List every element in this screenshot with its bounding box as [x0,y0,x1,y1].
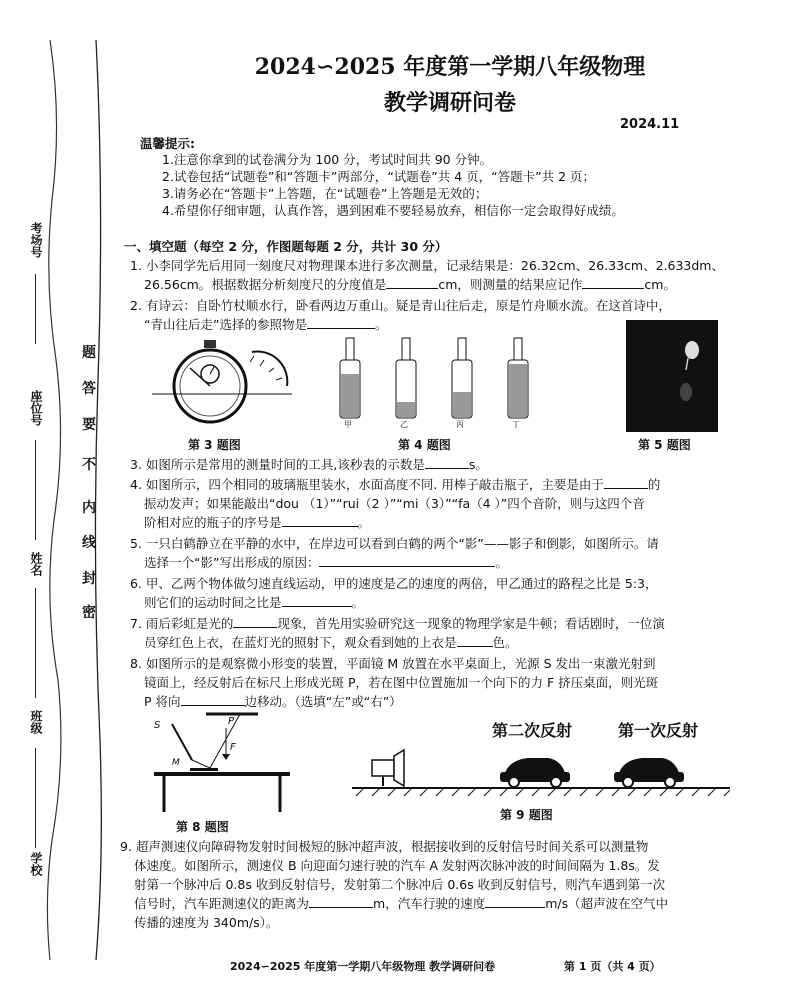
section-heading: 一、填空题（每空 2 分，作图题每题 2 分，共计 30 分） [124,239,448,254]
answer-blank[interactable] [309,895,373,908]
tips-item: 1.注意你拿到的试卷满分为 100 分，考试时间共 90 分钟。 [162,152,493,167]
question-4-line: 阶相对应的瓶子的序号是 。 [144,515,371,530]
first-reflection-label: 第一次反射 [618,721,699,740]
tips-item: 3.请务必在“答题卡”上答题，在“试题卷”上答题是无效的； [162,186,488,201]
bottles-figure [336,334,556,430]
bottle-label: 丁 [512,420,520,429]
answer-blank[interactable] [181,693,245,706]
answer-blank[interactable] [233,615,277,628]
seal-char: 线 [82,535,96,551]
seal-char: 封 [82,571,96,587]
answer-blank[interactable] [307,316,375,329]
field-exam-room: 考场号 [29,222,43,258]
seal-char: 答 [82,381,96,397]
answer-blank[interactable] [457,634,493,647]
question-2-line: 2. 有诗云：自卧竹杖顺水行，卧看两边万重山。疑是青山往后走，原是竹舟顺水流。在这首诗中， [130,298,671,313]
page-title: 2024∽2025 年度第一学期八年级物理 [254,54,646,80]
figure-4-caption: 第 4 题图 [398,438,451,452]
question-4-line: 4. 如图所示，四个相同的玻璃瓶里装水，水面高度不同. 用棒子敲击瓶子，主要是由于 的 [130,477,661,492]
question-7-line: 7. 雨后彩虹是光的 现象，首先用实验研究这一现象的物理学家是牛顿；看话剧时，一位演 [130,616,665,631]
figure-5-caption: 第 5 题图 [638,438,691,452]
question-9-line: 射第一个脉冲后 0.8s 收到反射信号，发射第二个脉冲后 0.6s 收到反射信号，则汽车遇到第一次 [134,877,666,892]
bottle-label: 丙 [456,420,464,429]
answer-blank[interactable] [282,594,352,607]
figure-3-caption: 第 3 题图 [188,438,241,452]
question-5-line: 5. 一只白鹤静立在平静的水中，在岸边可以看到白鹤的两个“影”——影子和倒影，如图所示。请 [130,536,659,551]
question-9-line: 9. 超声测速仪向障碍物发射时间极短的脉冲超声波，根据接收到的反射信号时间关系可以测量物 [120,839,649,854]
question-2-line: “青山往后走”选择的参照物是 。 [144,317,388,332]
seal-char: 要 [82,417,96,433]
fig8-label-m: M [172,758,180,768]
binding-margin [0,0,120,982]
tips-heading: 温馨提示: [140,136,195,151]
answer-blank[interactable] [319,554,495,567]
seal-char: 不 [82,457,96,473]
question-8-line: 8. 如图所示的是观察微小形变的装置，平面镜 M 放置在水平桌面上，光源 S 发出一束激光射到 [130,656,656,671]
field-class: 班级 [29,710,43,734]
fig8-label-s: S [154,720,161,731]
answer-blank[interactable] [582,276,644,289]
answer-blank[interactable] [604,476,648,489]
answer-blank[interactable] [485,895,545,908]
seal-char: 密 [82,605,96,621]
bottle-label: 乙 [400,420,408,429]
field-school: 学校 [29,852,43,876]
fig8-label-f: F [230,742,236,753]
page-subtitle: 教学调研问卷 [383,90,516,116]
second-reflection-label: 第二次反射 [492,721,573,740]
question-7-line: 员穿红色上衣，在蓝灯光的照射下，观众看到她的上衣是 色。 [144,635,518,650]
question-1-line: 1. 小李同学先后用同一刻度尺对物理课本进行多次测量，记录结果是：26.32cm、26.33cm、2.633dm、 [130,258,724,273]
footer-title: 2024∽2025 年度第一学期八年级物理 教学调研问卷 [230,960,496,973]
answer-blank[interactable] [282,514,358,527]
tips-item: 2.试卷包括“试题卷”和“答题卡”两部分，“试题卷”共 4 页，“答题卡”共 2 页； [162,169,596,184]
crane-photo [626,320,718,432]
field-seat: 座位号 [29,390,43,426]
answer-blank[interactable] [386,276,438,289]
field-name: 姓名 [29,552,43,576]
question-6-line: 6. 甲、乙两个物体做匀速直线运动，甲的速度是乙的速度的两倍，甲乙通过的路程之比是 5:3， [130,576,658,591]
bottle-label: 甲 [344,420,352,429]
question-1-line: 26.56cm。根据数据分析刻度尺的分度值是 cm，则测量的结果应记作 cm。 [144,277,676,292]
exam-date: 2024.11 [620,117,680,132]
question-3-line: 3. 如图所示是常用的测量时间的工具,该秒表的示数是 s。 [130,457,488,472]
answer-blank[interactable] [425,456,469,469]
question-8-line: P 将向 边移动。（选填“左”或“右”） [144,694,402,709]
seal-char: 内 [82,500,96,516]
tips-item: 4.希望你仔细审题，认真作答，遇到困难不要轻易放弃，相信你一定会取得好成绩。 [162,203,624,218]
question-9-line: 信号时，汽车距测速仪的距离为 m，汽车行驶的速度 m/s（超声波在空气中 [134,896,669,911]
binding-wavy-line [0,0,120,982]
seal-char: 题 [82,345,96,361]
page-number: 第 1 页（共 4 页） [564,960,661,973]
ultrasonic-figure [352,746,732,802]
stopwatch-figure [142,336,292,432]
question-9-line: 体速度。如图所示，测速仪 B 向迎面匀速行驶的汽车 A 发射两次脉冲波的时间间隔为 1.8s。发 [134,858,660,873]
question-9-line: 传播的速度为 340m/s）。 [134,915,279,930]
figure-8-caption: 第 8 题图 [176,820,229,834]
fig8-label-p: P [228,716,235,727]
exam-content [120,0,780,982]
question-8-line: 镜面上，经反射后在标尺上形成光斑 P，若在图中位置施加一个向下的力 F 挤压桌面，则光斑 [144,675,659,690]
figure-9-caption: 第 9 题图 [500,808,553,822]
question-4-line: 振动发声；如果能敲出“dou （1）”“rui（2 ）”“mi（3）”“fa（4 ）”四个音阶，则与这四个音 [144,496,645,511]
question-6-line: 则它们的运动时间之比是 。 [144,595,365,610]
question-5-line: 选择一个“影”写出形成的原因： 。 [144,555,508,570]
